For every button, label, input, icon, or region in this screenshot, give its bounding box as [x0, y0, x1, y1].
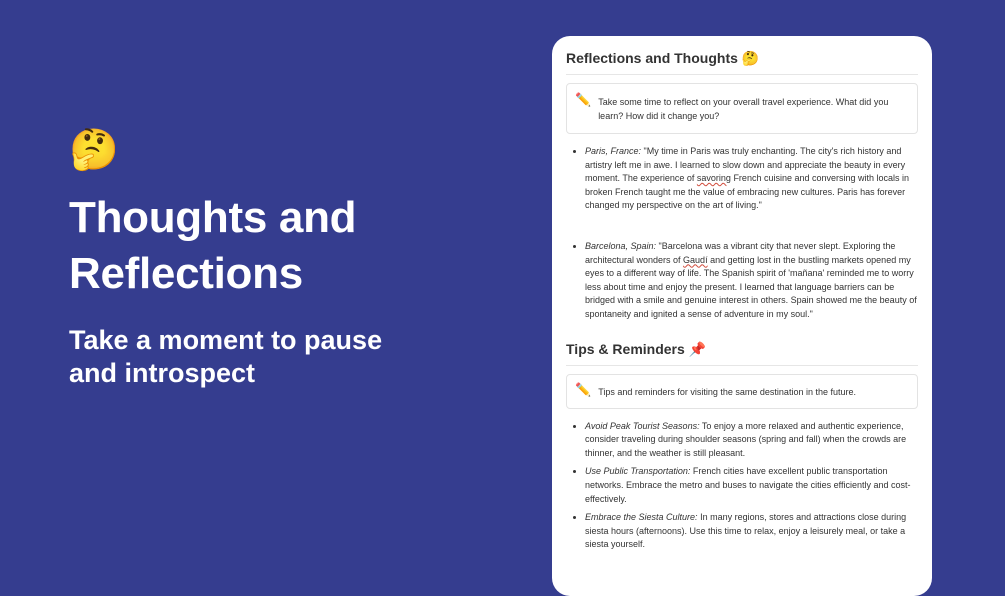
- tips-callout: [566, 374, 918, 409]
- reflections-list: [566, 145, 918, 322]
- hero-section: [69, 127, 489, 390]
- tip-text: French cities have excellent public transportation networks. Embrace the metro and buses to navigate the cities efficiently and cost-effectively.: [585, 466, 911, 504]
- entry-text: French cuisine and conversing with locals in broken French taught me the value of embracing new cultures. Paris has forever changed my perspective on the art of living.": [585, 173, 910, 211]
- list-item: [585, 240, 918, 322]
- hero-title-line-2: Reflections: [69, 249, 303, 298]
- tips-heading: Tips & Reminders 📌: [566, 341, 918, 366]
- tips-section: [566, 341, 918, 552]
- entry-text: "Barcelona was a vibrant city that never slept. Exploring the architectural wonders of: [585, 240, 896, 265]
- entry-place: Barcelona, Spain:: [585, 240, 657, 251]
- list-item: [585, 465, 918, 506]
- document-card: [552, 36, 932, 596]
- list-item: [585, 420, 918, 461]
- entry-place: Paris, France:: [585, 146, 642, 156]
- list-item: [585, 145, 918, 213]
- spellcheck-word: savoring: [696, 173, 731, 184]
- tip-label: Use Public Transportation:: [585, 466, 691, 477]
- hero-subtitle: [69, 324, 489, 390]
- tip-text: In many regions, stores and attractions close during siesta hours (afternoons). Use this time to relax, enjoy a leisurely meal, or take a siesta yourself.: [585, 512, 907, 550]
- reflections-callout-text: Take some time to reflect on your overall travel experience. What did you learn? How did it change you?: [598, 97, 889, 121]
- entry-text: and getting lost in the bustling markets opened my eyes to a different way of life. The Spanish spirit of 'mañana' reminded me to worry less about time and enjoy the present. I learned that language barriers can be bridged with a smile and genuine interest in others. Spain showed me the beauty of spontaneity and ignited a sense of adventure in my soul.": [585, 254, 917, 319]
- entry-text: "My time in Paris was truly enchanting. The city's rich history and artistry left me in awe. I learned to slow down and appreciate the beauty in every moment. The experience of: [585, 146, 906, 184]
- tips-list: [566, 420, 918, 552]
- list-item: [585, 511, 918, 552]
- reflections-callout: [566, 83, 918, 134]
- tip-label: Avoid Peak Tourist Seasons:: [585, 420, 700, 431]
- tip-text: To enjoy a more relaxed and authentic experience, consider traveling during shoulder seasons (spring and fall) when the crowds are thinner, and the weather is still pleasant.: [585, 420, 907, 458]
- thinking-face-icon: 🤔: [69, 127, 119, 173]
- pencil-icon: ✏️: [575, 93, 592, 108]
- hero-title: [69, 190, 489, 302]
- spellcheck-word: Gaudí: [683, 254, 708, 265]
- hero-subtitle-line-2: and introspect: [69, 358, 256, 388]
- reflections-heading: Reflections and Thoughts 🤔: [566, 50, 918, 75]
- tip-label: Embrace the Siesta Culture:: [585, 512, 698, 523]
- tips-callout-text: Tips and reminders for visiting the same destination in the future.: [598, 386, 856, 397]
- hero-subtitle-line-1: Take a moment to pause: [69, 325, 383, 355]
- hero-title-line-1: Thoughts and: [69, 193, 357, 242]
- pencil-icon: ✏️: [575, 382, 592, 398]
